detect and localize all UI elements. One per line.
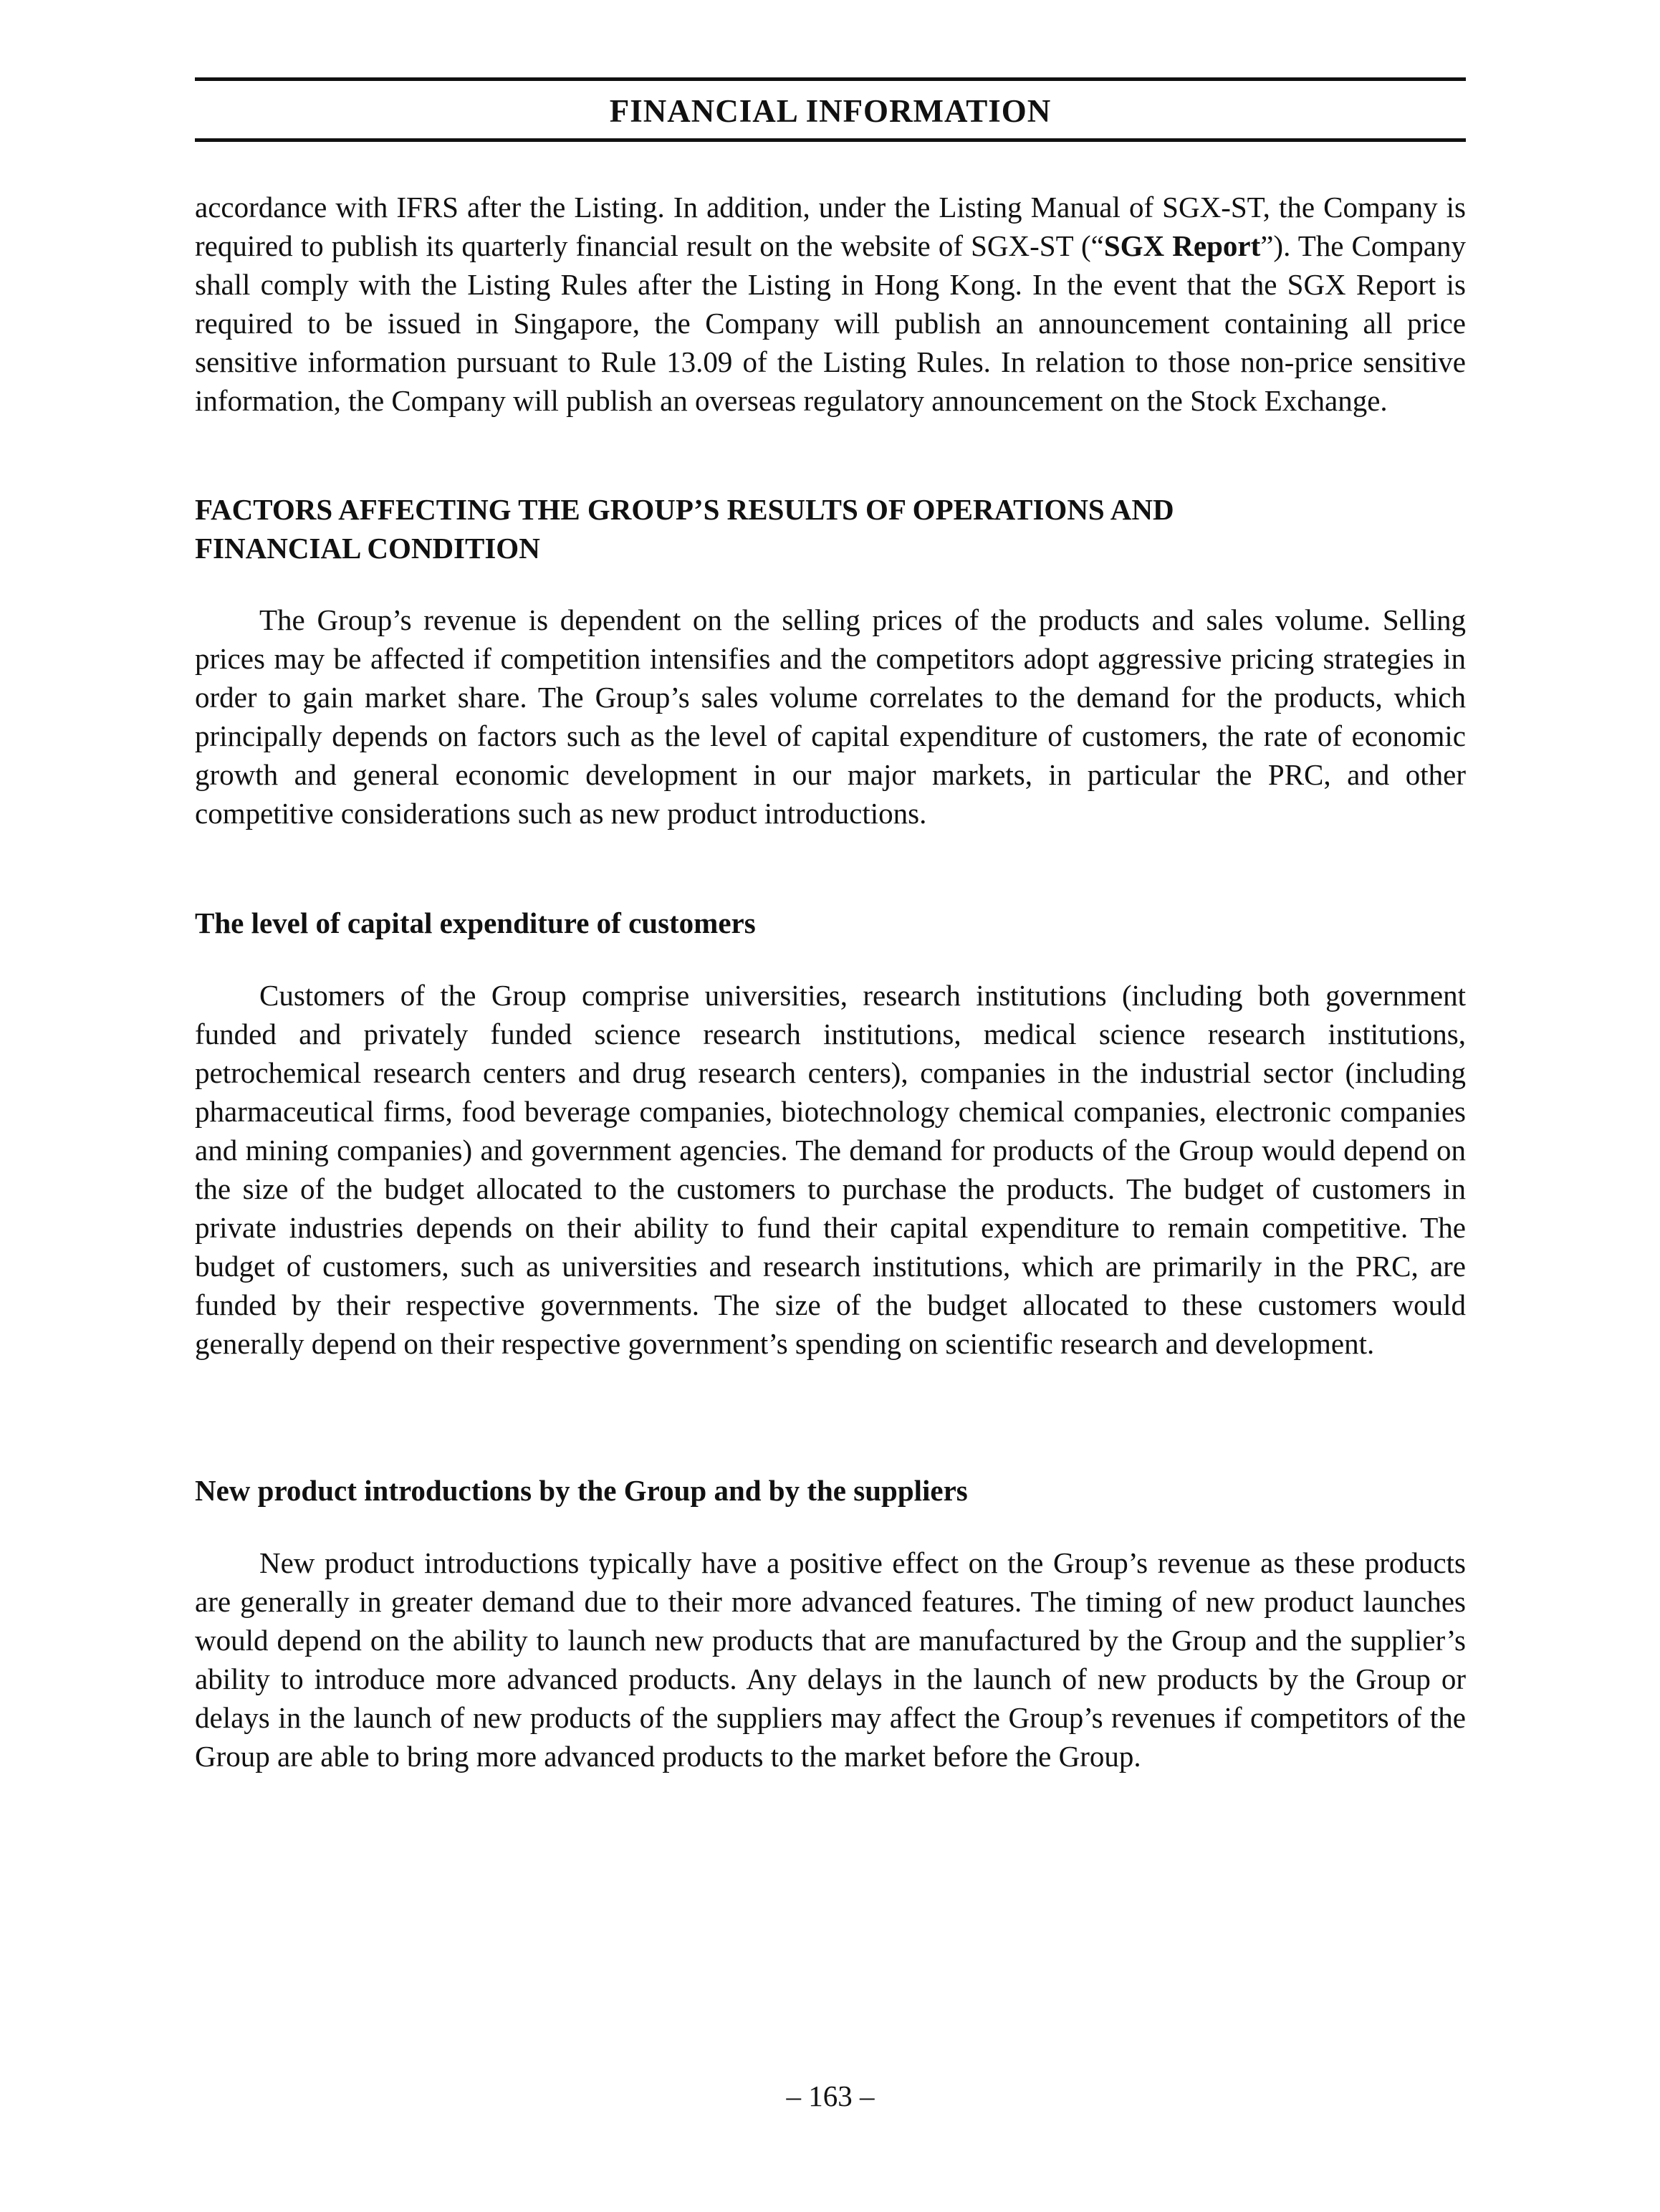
intro-text-part1: accordance with IFRS after the Listing. In addition, under the Listing Manual of SGX-ST, the Company is required to publish its quarterly financial result on the website of SGX-ST (“	[195, 191, 1466, 262]
intro-text-part2: ”). The Company shall comply with the Listing Rules after the Listing in Hong Kong. In the event that the SGX Report is required to be issued in Singapore, the Company will publish an announcement containing all price sensitive information pursuant to Rule 13.09 of the Listing Rules. In relation to those non-price sensitive information, the Company will publish an overseas regulatory announcement on the Stock Exchange.	[195, 229, 1466, 417]
intro-paragraph	[195, 188, 1466, 420]
document-page	[195, 0, 1466, 2212]
section-heading	[195, 490, 1466, 568]
page-number: – 163 –	[786, 2079, 875, 2112]
section-paragraph: The Group’s revenue is dependent on the selling prices of the products and sales volume. Selling prices may be affected if competition intensifies and the competitors adopt aggressive pricing strategies in order to gain market share. The Group’s sales volume correlates to the demand for the products, which principally depends on factors such as the level of capital expenditure of customers, the rate of economic growth and general economic development in our major markets, in particular the PRC, and other competitive considerations such as new product introductions.	[195, 603, 1466, 830]
section-heading-line2: FINANCIAL CONDITION	[195, 532, 540, 565]
header-top-rule	[195, 77, 1466, 81]
subsection-heading-new-products: New product introductions by the Group and by the suppliers	[195, 1474, 968, 1507]
header-bottom-rule	[195, 138, 1466, 142]
subsection-heading-capex: The level of capital expenditure of customers	[195, 906, 756, 939]
subsection-paragraph-new-products: New product introductions typically have a positive effect on the Group’s revenue as these products are generally in greater demand due to their more advanced features. The timing of new product launches would depend on the ability to launch new products that are manufactured by the Group and the supplier’s ability to introduce more advanced products. Any delays in the launch of new products by the Group or delays in the launch of new products of the suppliers may affect the Group’s revenues if competitors of the Group are able to bring more advanced products to the market before the Group.	[195, 1546, 1466, 1773]
page-header-title: FINANCIAL INFORMATION	[609, 93, 1052, 129]
section-heading-line1: FACTORS AFFECTING THE GROUP’S RESULTS OF OPERATIONS AND	[195, 493, 1174, 526]
subsection-paragraph-capex: Customers of the Group comprise universities, research institutions (including both government funded and privately funded science research institutions, medical science research institutions, petrochemical research centers and drug research centers), companies in the industrial sector (including pharmaceutical firms, food beverage companies, biotechnology chemical companies, electronic companies and mining companies) and government agencies. The demand for products of the Group would depend on the size of the budget allocated to the customers to purchase the products. The budget of customers in private industries depends on their ability to fund their capital expenditure to remain competitive. The budget of customers, such as universities and research institutions, which are primarily in the PRC, are funded by their respective governments. The size of the budget allocated to these customers would generally depend on their respective government’s spending on scientific research and development.	[195, 979, 1466, 1360]
sgx-report-term: SGX Report	[1103, 229, 1261, 262]
